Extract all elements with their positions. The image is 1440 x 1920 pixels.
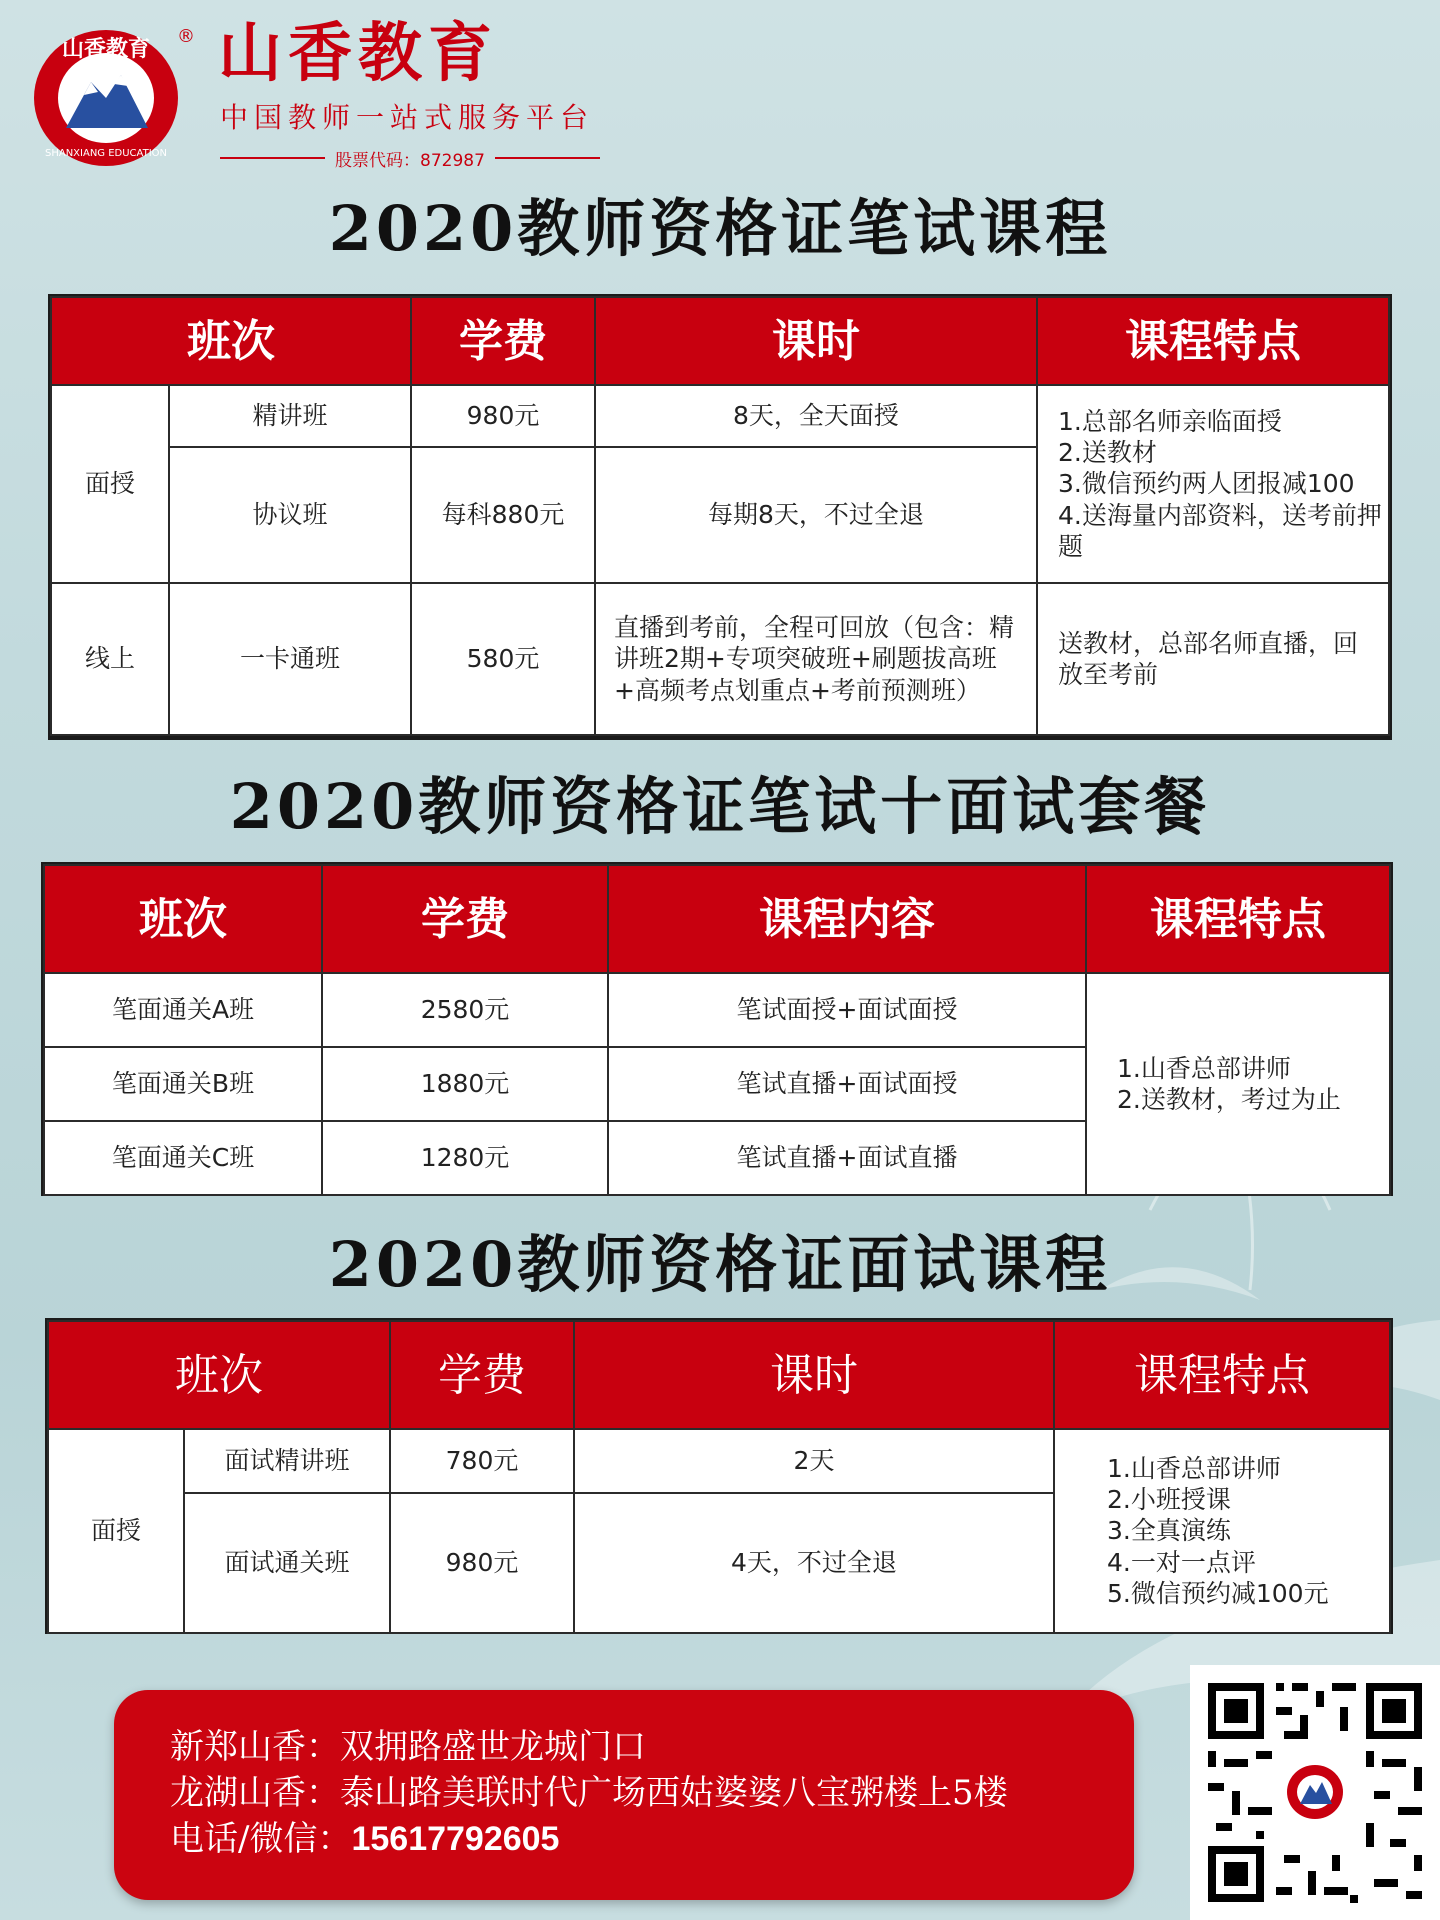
- class-fee: 980元: [411, 385, 595, 447]
- table-header-row: [51, 297, 1389, 385]
- section1-title: 2020教师资格证笔试课程: [328, 192, 1112, 265]
- header-class: 班次: [51, 297, 411, 385]
- brand-name: 山香教育: [218, 16, 498, 91]
- class-name: 面试通关班: [184, 1493, 390, 1633]
- divider: [495, 157, 600, 159]
- class-name: 面试精讲班: [184, 1429, 390, 1493]
- table-header-row: [48, 1321, 1390, 1429]
- header-fee: 学费: [411, 297, 595, 385]
- class-hours: 2天: [574, 1429, 1054, 1493]
- class-name: 笔面通关C班: [44, 1121, 322, 1195]
- class-name: 协议班: [169, 447, 411, 583]
- table-row: [51, 583, 1389, 735]
- stock-code: 股票代码：872987: [335, 150, 485, 171]
- group-label-offline: 面授: [51, 385, 169, 583]
- contact-box: [114, 1690, 1134, 1900]
- address-longhu: [170, 1773, 1008, 1813]
- logo-ring-text: 山香教育: [61, 37, 151, 62]
- section2-title: 2020教师资格证笔试十面试套餐: [229, 770, 1211, 843]
- class-fee: 780元: [390, 1429, 574, 1493]
- class-content: 笔试直播+面试直播: [608, 1121, 1086, 1195]
- logo-bottom-text: SHANXIANG EDUCATION: [44, 148, 168, 159]
- header-class: 班次: [44, 865, 322, 973]
- qr-code-icon: [1190, 1665, 1440, 1920]
- address-label: 新郑山香：: [170, 1727, 340, 1767]
- header-features: 课程特点: [1054, 1321, 1390, 1429]
- stock-code-line: [220, 146, 600, 170]
- class-fee: 980元: [390, 1493, 574, 1633]
- section1-table: [50, 296, 1390, 736]
- table-row: [44, 973, 1390, 1047]
- registered-mark: ®: [177, 26, 195, 47]
- class-hours: 8天，全天面授: [595, 385, 1037, 447]
- header-fee: 学费: [390, 1321, 574, 1429]
- address-text: 泰山路美联时代广场西姑婆婆八宝粥楼上5楼: [340, 1773, 1008, 1813]
- phone-number: 15617792605: [351, 1820, 560, 1858]
- class-content: 笔试直播+面试面授: [608, 1047, 1086, 1121]
- features-offline: 1.总部名师亲临面授 2.送教材 3.微信预约两人团报减100 4.送海量内部资料，送考前押题: [1037, 385, 1389, 583]
- address-text: 双拥路盛世龙城门口: [340, 1727, 646, 1767]
- class-fee: 1880元: [322, 1047, 608, 1121]
- group-label-offline: 面授: [48, 1429, 184, 1633]
- package-features: 1.山香总部讲师 2.送教材，考过为止: [1086, 973, 1390, 1195]
- address-xinzheng: [170, 1727, 646, 1767]
- table-row: [48, 1429, 1390, 1493]
- brand-slogan: 中国教师一站式服务平台: [220, 101, 595, 134]
- class-hours: 4天，不过全退: [574, 1493, 1054, 1633]
- class-fee: 580元: [411, 583, 595, 735]
- class-hours: 每期8天，不过全退: [595, 447, 1037, 583]
- table-header-row: [44, 865, 1390, 973]
- features-online: 送教材，总部名师直播，回放至考前: [1037, 583, 1389, 735]
- section3-title: 2020教师资格证面试课程: [328, 1228, 1112, 1301]
- class-name: 笔面通关B班: [44, 1047, 322, 1121]
- header-features: 课程特点: [1037, 297, 1389, 385]
- table-row: [51, 385, 1389, 447]
- header-class: 班次: [48, 1321, 390, 1429]
- contact-phone: [170, 1819, 560, 1859]
- header-content: 课程内容: [608, 865, 1086, 973]
- section3-table: [47, 1320, 1391, 1634]
- class-name: 笔面通关A班: [44, 973, 322, 1047]
- phone-label: 电话/微信：: [170, 1819, 352, 1859]
- class-name: 一卡通班: [169, 583, 411, 735]
- class-fee: 1280元: [322, 1121, 608, 1195]
- class-fee: 每科880元: [411, 447, 595, 583]
- header-hours: 课时: [595, 297, 1037, 385]
- class-fee: 2580元: [322, 973, 608, 1047]
- header-features: 课程特点: [1086, 865, 1390, 973]
- divider: [220, 157, 325, 159]
- group-label-online: 线上: [51, 583, 169, 735]
- class-hours: 直播到考前，全程可回放（包含：精讲班2期+专项突破班+刷题拔高班+高频考点划重点+考前预测班）: [595, 583, 1037, 735]
- logo-mountain-icon: [26, 20, 196, 170]
- address-label: 龙湖山香：: [170, 1773, 340, 1813]
- header-hours: 课时: [574, 1321, 1054, 1429]
- class-content: 笔试面授+面试面授: [608, 973, 1086, 1047]
- section2-table: [43, 864, 1391, 1196]
- interview-features: 1.山香总部讲师 2.小班授课 3.全真演练 4.一对一点评 5.微信预约减100元: [1054, 1429, 1390, 1633]
- header-fee: 学费: [322, 865, 608, 973]
- class-name: 精讲班: [169, 385, 411, 447]
